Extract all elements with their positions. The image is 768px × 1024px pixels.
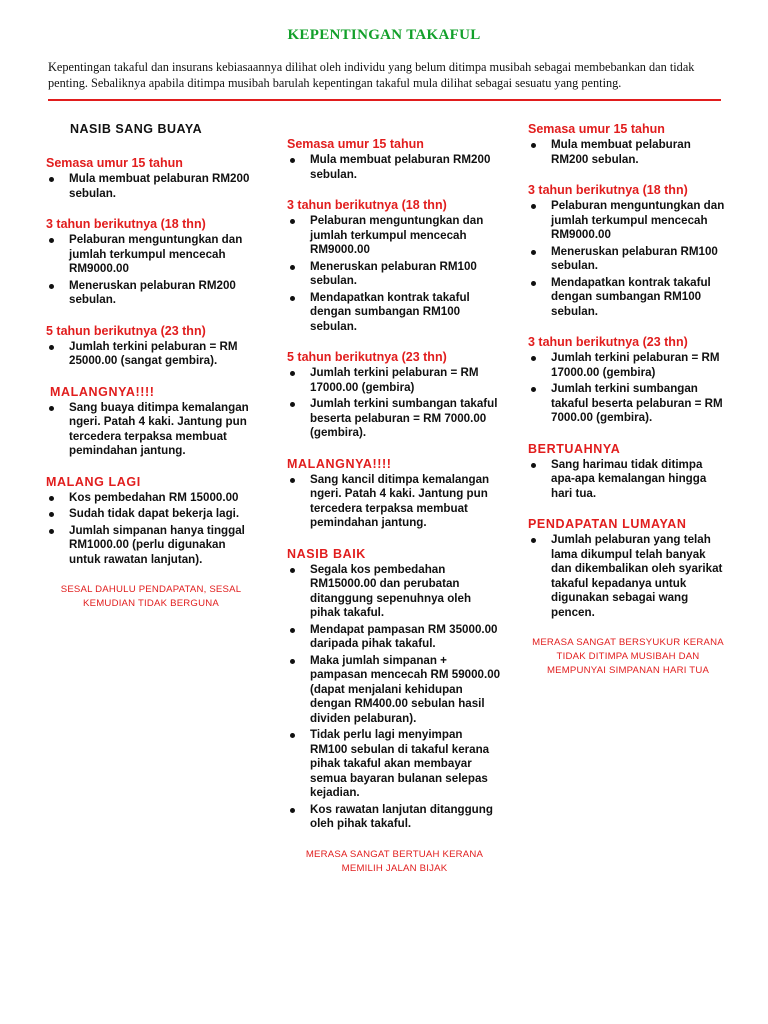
section-title: 5 tahun berikutnya (23 thn) (46, 323, 206, 338)
list-item: Jumlah pelaburan yang telah lama dikumpul telah banyak dan dikembalikan oleh syarikat takaful kepadanya untuk digunakan sebagai wang pencen. (528, 533, 728, 620)
column-harimau (528, 122, 728, 678)
list-item: Meneruskan pelaburan RM200 sebulan. (46, 279, 256, 308)
list-item: Meneruskan pelaburan RM100 sebulan. (528, 245, 728, 274)
list-item: Jumlah terkini pelaburan = RM 17000.00 (gembira) (287, 366, 502, 395)
item-list (287, 473, 502, 531)
list-item: Maka jumlah simpanan + pampasan mencecah RM 59000.00 (dapat menjalani kehidupan dengan RM400.00 sebulan hasil dividen pelaburan). (287, 654, 502, 727)
item-list (46, 233, 256, 308)
list-item: Mendapatkan kontrak takaful dengan sumbangan RM100 sebulan. (287, 291, 502, 335)
list-item: Sang buaya ditimpa kemalangan ngeri. Patah 4 kaki. Jantung pun tercedera terpaksa membuat pemindahan jantung. (46, 401, 256, 459)
list-item: Mendapatkan kontrak takaful dengan sumbangan RM100 sebulan. (528, 276, 728, 320)
column-kancil (287, 137, 502, 876)
item-list (46, 340, 256, 369)
column-note: SESAL DAHULU PENDAPATAN, SESAL KEMUDIAN TIDAK BERGUNA (60, 584, 242, 609)
column-note: MERASA SANGAT BERSYUKUR KERANA TIDAK DITIMPA MUSIBAH DAN MEMPUNYAI SIMPANAN HARI TUA (532, 637, 724, 676)
list-item: Mendapat pampasan RM 35000.00 daripada pihak takaful. (287, 623, 502, 652)
section-title: Semasa umur 15 tahun (287, 137, 424, 151)
section-title: 3 tahun berikutnya (23 thn) (528, 335, 688, 349)
intro-paragraph: Kepentingan takaful dan insurans kebiasaannya dilihat oleh individu yang belum ditimpa musibah sebagai membebankan dan tidak penting. Sebaliknya apabila ditimpa musibah barulah kepentingan takaful mula dilihat sebagai sesuatu yang penting. (48, 60, 695, 90)
item-list (528, 351, 728, 426)
list-item: Tidak perlu lagi menyimpan RM100 sebulan di takaful kerana pihak takaful akan membayar semua bayaran bulanan selepas kejadian. (287, 728, 502, 801)
item-list (528, 199, 728, 319)
list-item: Jumlah terkini pelaburan = RM 25000.00 (sangat gembira). (46, 340, 256, 369)
list-item: Pelaburan menguntungkan dan jumlah terkumpul mencecah RM9000.00 (46, 233, 256, 277)
list-item: Meneruskan pelaburan RM100 sebulan. (287, 260, 502, 289)
list-item: Kos pembedahan RM 15000.00 (46, 491, 256, 506)
section-title: 5 tahun berikutnya (23 thn) (287, 350, 447, 364)
section-title: MALANGNYA!!!! (50, 384, 155, 399)
section-title: 3 tahun berikutnya (18 thn) (46, 217, 206, 231)
divider-rule (48, 99, 721, 101)
section-title: MALANGNYA!!!! (287, 456, 392, 471)
list-item: Sang harimau tidak ditimpa apa-apa kemalangan hingga hari tua. (528, 458, 728, 502)
list-item: Jumlah terkini pelaburan = RM 17000.00 (gembira) (528, 351, 728, 380)
item-list (287, 366, 502, 441)
item-list (287, 563, 502, 832)
item-list (287, 214, 502, 334)
list-item: Mula membuat pelaburan RM200 sebulan. (287, 153, 502, 182)
item-list (528, 533, 728, 620)
list-item: Jumlah terkini sumbangan takaful beserta pelaburan = RM 7000.00 (gembira). (287, 397, 502, 441)
list-item: Segala kos pembedahan RM15000.00 dan perubatan ditanggung sepenuhnya oleh pihak takaful. (287, 563, 502, 621)
section-title: Semasa umur 15 tahun (528, 122, 665, 136)
list-item: Mula membuat pelaburan RM200 sebulan. (528, 138, 728, 167)
list-item: Pelaburan menguntungkan dan jumlah terkumpul mencecah RM9000.00 (528, 199, 728, 243)
item-list (46, 491, 256, 568)
section-title: 3 tahun berikutnya (18 thn) (528, 183, 688, 197)
item-list (46, 172, 256, 201)
list-item: Sang kancil ditimpa kemalangan ngeri. Patah 4 kaki. Jantung pun tercedera terpaksa membuat pemindahan jantung. (287, 473, 502, 531)
item-list (528, 138, 728, 167)
section-title: Semasa umur 15 tahun (46, 156, 183, 170)
section-title: MALANG LAGI (46, 474, 141, 489)
section-title: 3 tahun berikutnya (18 thn) (287, 198, 447, 212)
list-item: Kos rawatan lanjutan ditanggung oleh pihak takaful. (287, 803, 502, 832)
column-note: MERASA SANGAT BERTUAH KERANA MEMILIH JALAN BIJAK (305, 848, 484, 874)
list-item: Jumlah simpanan hanya tinggal RM1000.00 (perlu digunakan untuk rawatan lanjutan). (46, 524, 256, 568)
page-title: KEPENTINGAN TAKAFUL (287, 27, 481, 43)
column-buaya (46, 122, 256, 611)
section-title: NASIB BAIK (287, 546, 366, 561)
column-heading: NASIB SANG BUAYA (70, 122, 203, 136)
list-item: Pelaburan menguntungkan dan jumlah terkumpul mencecah RM9000.00 (287, 214, 502, 258)
section-title: BERTUAHNYA (528, 441, 621, 456)
item-list (528, 458, 728, 502)
item-list (287, 153, 502, 182)
list-item: Mula membuat pelaburan RM200 sebulan. (46, 172, 256, 201)
list-item: Sudah tidak dapat bekerja lagi. (46, 507, 256, 522)
section-title: PENDAPATAN LUMAYAN (528, 517, 687, 531)
list-item: Jumlah terkini sumbangan takaful beserta pelaburan = RM 7000.00 (gembira). (528, 382, 728, 426)
item-list (46, 401, 256, 459)
